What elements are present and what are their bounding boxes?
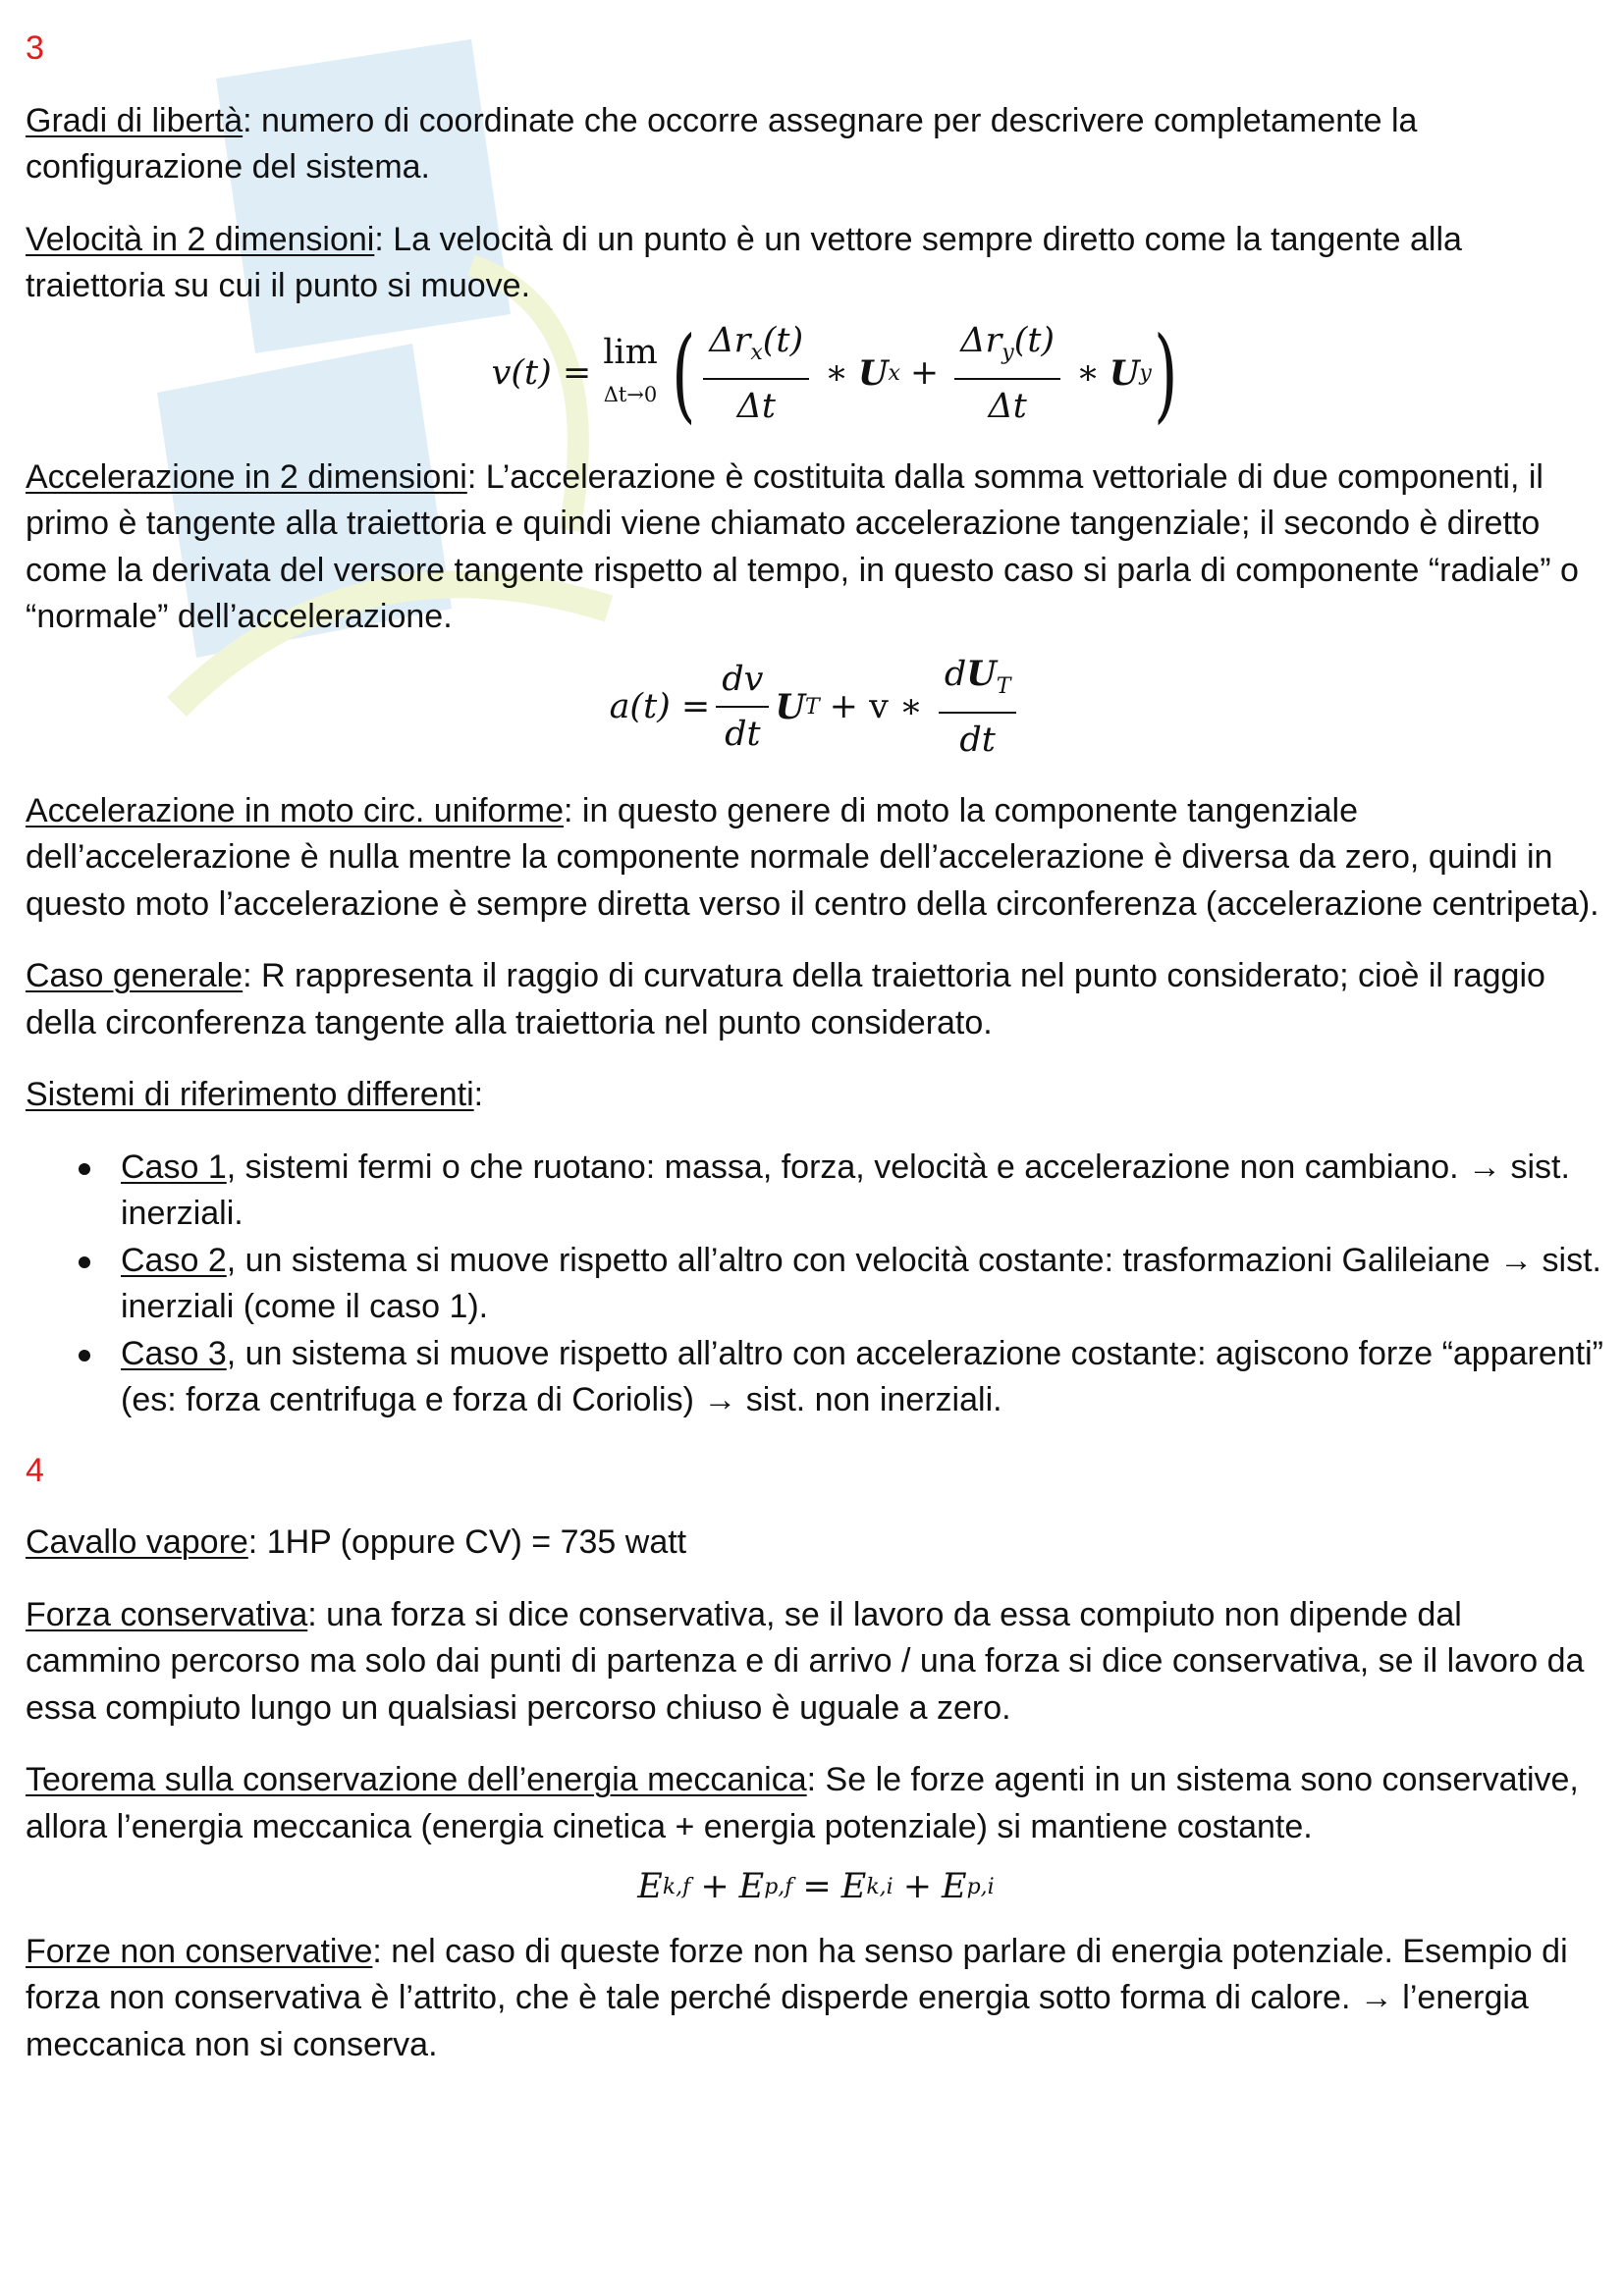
definition: : <box>473 1076 484 1113</box>
op: = <box>802 1867 832 1906</box>
energy-symbol: E <box>840 1867 867 1906</box>
eq-lhs: v(t) = <box>491 353 592 394</box>
term: Accelerazione in moto circ. uniforme <box>26 791 565 829</box>
den: Δt <box>736 387 776 426</box>
definition: : 1HP (oppure CV) = 735 watt <box>247 1523 687 1561</box>
lim-sub: Δt→0 <box>603 383 658 406</box>
term: Sistemi di riferimento differenti <box>26 1076 474 1113</box>
definition: : nel caso di queste forze non ha senso parlare di energia potenziale. Esempio di forza non conservativa è l’attrito, che è tale perché disperde energia sotto forma di calore. → l’energia meccanica non si conserva. <box>26 1932 1568 2063</box>
num: dv <box>716 657 769 708</box>
term: Caso 2 <box>121 1241 227 1279</box>
term: Caso 3 <box>121 1334 227 1372</box>
fraction-y <box>954 318 1060 431</box>
eq-lhs: a(t) = <box>609 686 711 726</box>
op: + <box>700 1867 730 1906</box>
op: + <box>909 353 940 394</box>
sub: x <box>750 340 763 365</box>
bullet-icon <box>79 1350 90 1362</box>
paragraph-cavallo-vapore <box>26 1520 1606 1567</box>
sub: p,i <box>966 1875 995 1899</box>
paragraph-sistemi <box>26 1072 1606 1119</box>
definition: : numero di coordinate che occorre assegnare per descrivere completamente la configurazione del sistema. <box>26 101 1418 186</box>
op: + v ∗ <box>829 686 923 726</box>
paragraph-forza-conservativa <box>26 1592 1606 1733</box>
right-paren: ) <box>1153 314 1178 434</box>
term: Forza conservativa <box>26 1595 308 1633</box>
bullet-icon <box>79 1163 90 1175</box>
definition: : una forza si dice conservativa, se il lavoro da essa compiuto non dipende dal cammino percorso ma solo dai punti di partenza e di arrivo / una forza si dice conservativa, se il lavoro da essa compiuto lungo un qualsiasi percorso chiuso è uguale a zero. <box>26 1595 1585 1727</box>
arg: (t) <box>1013 320 1056 360</box>
op: ∗ <box>825 353 848 394</box>
definition: : in questo genere di moto la componente tangenziale dell’accelerazione è nulla mentre la componente normale dell’accelerazione è diversa da zero, quindi in questo moto l’accelerazione è sempre diretta verso il centro della circonferenza (accelerazione centripeta). <box>26 791 1599 923</box>
unit-vector: U <box>857 353 889 395</box>
sub: y <box>1139 361 1152 387</box>
sub: T <box>804 694 820 720</box>
list-item <box>121 1331 1606 1424</box>
sub: k,i <box>866 1875 893 1899</box>
den: dt <box>725 714 761 754</box>
paragraph-gradi-di-liberta <box>26 98 1606 191</box>
equation-energy <box>26 1864 1606 1911</box>
sub: x <box>888 361 900 387</box>
unit-vector: U <box>1109 353 1140 395</box>
fraction-dv-dt <box>716 657 769 758</box>
definition: : Se le forze agenti in un sistema sono conservative, allora l’energia meccanica (energia cinetica + energia potenziale) si mantiene costante. <box>26 1761 1579 1845</box>
paragraph-moto-circolare <box>26 788 1606 929</box>
lim-word: lim <box>603 332 658 372</box>
den: Δt <box>988 387 1027 426</box>
den: dt <box>959 721 996 760</box>
sub: p,f <box>764 1875 793 1899</box>
term: Forze non conservative <box>26 1932 373 1970</box>
term: Velocità in 2 dimensioni <box>26 220 375 258</box>
sub: T <box>996 673 1011 699</box>
paragraph-velocita <box>26 217 1606 310</box>
equation-acceleration <box>26 651 1606 765</box>
term: Gradi di libertà <box>26 101 244 139</box>
op: ∗ <box>1076 353 1100 394</box>
term: Cavallo vapore <box>26 1523 248 1561</box>
term: Caso 1 <box>121 1148 227 1186</box>
eq-limit <box>603 330 658 419</box>
energy-symbol: E <box>942 1867 967 1906</box>
unit-vector: U <box>775 686 805 727</box>
definition: : R rappresenta il raggio di curvatura della traiettoria nel punto considerato; cioè il raggio della circonferenza tangente alla traiettoria nel punto considerato. <box>26 957 1545 1041</box>
energy-symbol: E <box>637 1867 663 1906</box>
fraction-dU-dt <box>939 651 1017 765</box>
paragraph-accelerazione <box>26 454 1606 641</box>
arg: (t) <box>762 320 804 360</box>
item-text: , un sistema si muove rispetto all’altro con accelerazione costante: agiscono forze “apparenti” (es: forza centrifuga e forza di Coriolis) → sist. non inerziali. <box>121 1334 1604 1418</box>
section-number: 3 <box>26 29 44 67</box>
bullet-icon <box>79 1256 90 1268</box>
section-number: 4 <box>26 1451 44 1489</box>
term: Accelerazione in 2 dimensioni <box>26 457 467 496</box>
paragraph-teorema <box>26 1757 1606 1850</box>
unit-vector: U <box>966 653 997 694</box>
fraction-x <box>703 318 809 431</box>
paragraph-forze-non-conservative <box>26 1929 1606 2069</box>
left-paren: ( <box>671 314 696 434</box>
num: Δr <box>709 320 751 360</box>
paragraph-caso-generale <box>26 953 1606 1046</box>
sub: y <box>1001 340 1014 365</box>
document-content <box>26 22 1606 2094</box>
num: Δr <box>960 320 1002 360</box>
term: Teorema sulla conservazione dell’energia meccanica <box>26 1761 807 1798</box>
term: Caso generale <box>26 957 244 994</box>
definition: : La velocità di un punto è un vettore sempre diretto come la tangente alla traiettoria su cui il punto si muove. <box>26 220 1462 304</box>
num: d <box>944 654 967 694</box>
energy-symbol: E <box>738 1867 765 1906</box>
sub: k,f <box>662 1875 691 1899</box>
list-item <box>121 1145 1606 1238</box>
equation-velocity <box>26 314 1606 434</box>
bullet-list-sistemi <box>26 1145 1606 1424</box>
op: + <box>902 1867 933 1906</box>
item-text: , un sistema si muove rispetto all’altro con velocità costante: trasformazioni Galileiane → sist. inerziali (come il caso 1). <box>121 1241 1601 1325</box>
item-text: , sistemi fermi o che ruotano: massa, forza, velocità e accelerazione non cambiano. → sist. inerziali. <box>121 1148 1570 1232</box>
list-item <box>121 1238 1606 1331</box>
definition: : L’accelerazione è costituita dalla somma vettoriale di due componenti, il primo è tangente alla traiettoria e quindi viene chiamato accelerazione tangenziale; il secondo è diretto come la derivata del versore tangente rispetto al tempo, in questo caso si parla di componente “radiale” o “normale” dell’accelerazione. <box>26 457 1579 635</box>
